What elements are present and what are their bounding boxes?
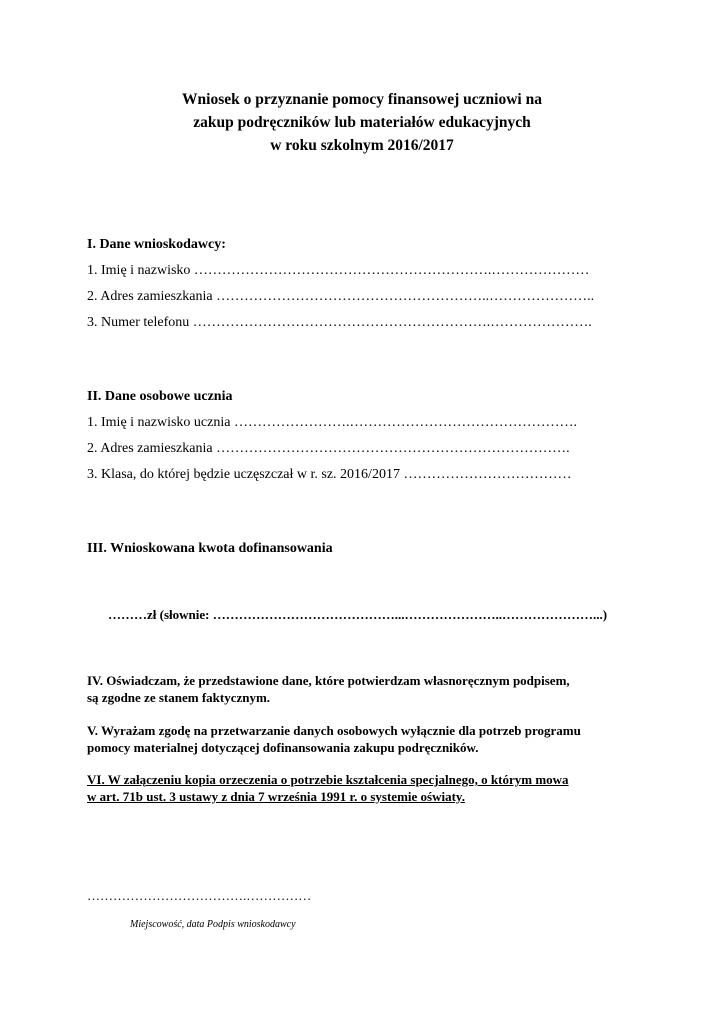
- section-1-heading: I. Dane wnioskodawcy:: [87, 237, 226, 252]
- applicant-phone-field[interactable]: 3. Numer telefonu ……………………………………………………….………………….: [87, 315, 592, 330]
- attachment-line-2: w art. 71b ust. 3 ustawy z dnia 7 września 1991 r. o systemie oświaty.: [87, 789, 465, 804]
- amount-field[interactable]: ………zł (słownie: ……………………………………...…………………..…………………...): [108, 607, 608, 622]
- title-line-1: Wniosek o przyznanie pomocy finansowej uczniowi na: [182, 91, 542, 108]
- title-line-3: w roku szkolnym 2016/2017: [270, 137, 454, 154]
- declaration-line-2: są zgodne ze stanem faktycznym.: [87, 690, 271, 705]
- student-name-field[interactable]: 1. Imię i nazwisko ucznia …………………….………………………………………….: [87, 415, 577, 430]
- declaration-line-1: IV. Oświadczam, że przedstawione dane, które potwierdzam własnoręcznym podpisem,: [87, 673, 570, 688]
- section-2-heading: II. Dane osobowe ucznia: [87, 389, 233, 404]
- title-line-2: zakup podręczników lub materiałów edukacyjnych: [193, 114, 531, 131]
- signature-field[interactable]: ……………………………….……………: [87, 888, 312, 903]
- student-address-field[interactable]: 2. Adres zamieszkania ………………………………………………………………….: [87, 441, 570, 456]
- applicant-name-field[interactable]: 1. Imię i nazwisko ……………………………………………………….…………………: [87, 263, 590, 278]
- consent-line-1: V. Wyrażam zgodę na przetwarzanie danych osobowych wyłącznie dla potrzeb programu: [87, 723, 581, 738]
- applicant-address-field[interactable]: 2. Adres zamieszkania …………………………………………………..…………………..: [87, 289, 595, 304]
- section-3-heading: III. Wnioskowana kwota dofinansowania: [87, 541, 333, 556]
- signature-label: Miejscowość, data Podpis wnioskodawcy: [130, 919, 296, 930]
- document-title: [0, 88, 724, 157]
- student-class-field[interactable]: 3. Klasa, do której będzie uczęszczał w r. sz. 2016/2017 ………………………………: [87, 467, 572, 482]
- attachment-line-1: VI. W załączeniu kopia orzeczenia o potrzebie kształcenia specjalnego, o którym mowa: [87, 772, 569, 787]
- consent-line-2: pomocy materialnej dotyczącej dofinansowania zakupu podręczników.: [87, 740, 479, 755]
